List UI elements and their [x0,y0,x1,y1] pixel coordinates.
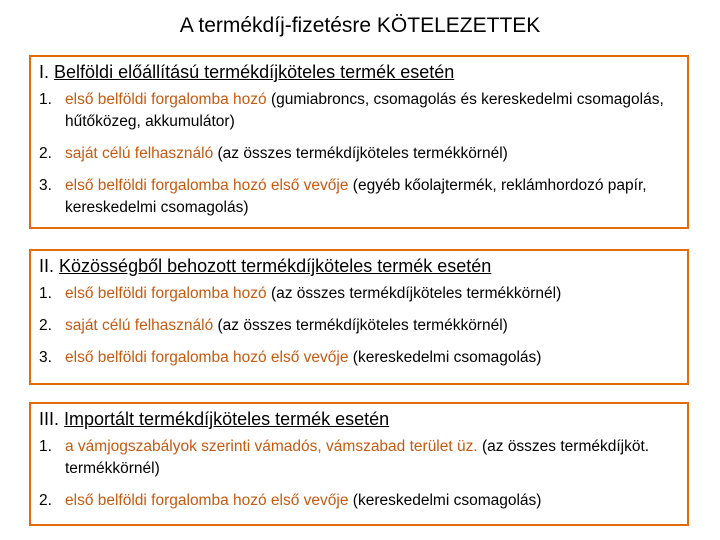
section-heading-text: Importált termékdíjköteles termék esetén [64,409,390,429]
page-title: A termékdíj-fizetésre KÖTELEZETTEK [179,14,541,37]
section-community [29,249,689,385]
item-text: (az összes termékdíjköt. termékkörnél) [65,438,650,477]
item-text: (egyéb kőolajtermék, reklámhordozó papír, kereskedelmi csomagolás) [65,177,647,216]
item-text: (kereskedelmi csomagolás) [348,492,542,509]
item-highlight: első belföldi forgalomba hozó első vevője [65,492,349,509]
item-text: (az összes termékdíjköteles termékkörnél) [213,145,508,162]
item-number: 1. [39,285,52,302]
item-highlight: első belföldi forgalomba hozó első vevője [65,177,349,194]
list-item [39,283,679,305]
item-highlight: saját célú felhasználó [65,317,214,334]
item-number: 3. [39,349,52,366]
list-item [39,175,679,219]
item-highlight: első belföldi forgalomba hozó [65,285,267,302]
list-item [39,436,679,480]
item-number: 2. [39,317,52,334]
section-number: III. [39,409,60,429]
list-item [39,89,679,133]
section-heading [39,255,679,277]
item-number: 2. [39,145,52,162]
section-import [29,402,689,526]
section-heading-text: Belföldi előállítású termékdíjköteles termék esetén [54,62,455,82]
item-highlight: első belföldi forgalomba hozó első vevője [65,349,349,366]
item-number: 3. [39,177,52,194]
item-text: (az összes termékdíjköteles termékkörnél) [213,317,508,334]
item-highlight: a vámjogszabályok szerinti vámadós, vámszabad terület üz. [65,438,478,455]
list-item [39,490,679,512]
item-text: (az összes termékdíjköteles termékkörnél) [266,285,562,302]
item-number: 1. [39,438,52,455]
item-text: (gumiabroncs, csomagolás és kereskedelmi csomagolás, hűtőközeg, akkumulátor) [65,91,664,130]
list-item [39,143,679,165]
item-highlight: első belföldi forgalomba hozó [65,91,267,108]
section-domestic [29,55,689,229]
item-number: 2. [39,492,52,509]
section-heading [39,61,679,83]
section-heading-text: Közösségből behozott termékdíjköteles termék esetén [59,256,492,276]
list-item [39,315,679,337]
list-item [39,347,679,369]
section-heading [39,408,679,430]
item-number: 1. [39,91,52,108]
item-highlight: saját célú felhasználó [65,145,214,162]
item-text: (kereskedelmi csomagolás) [348,349,542,366]
section-number: I. [39,62,50,82]
section-number: II. [39,256,55,276]
